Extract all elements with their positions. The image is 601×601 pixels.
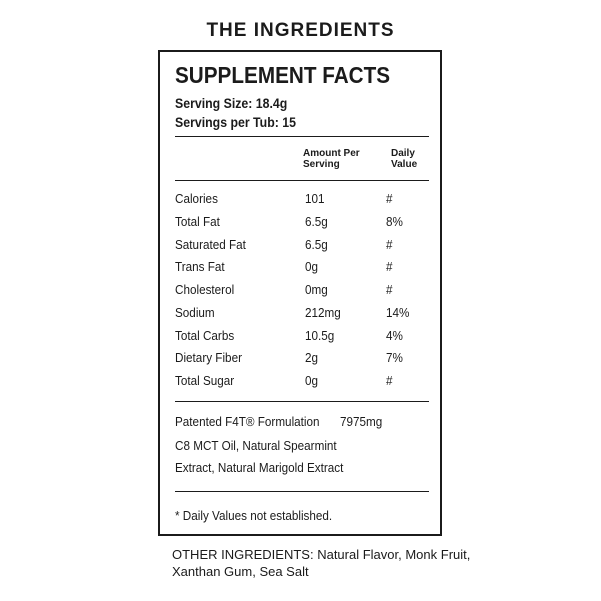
footnote: * Daily Values not established. [175, 508, 333, 523]
nutrient-amount: 101 [305, 191, 325, 206]
daily-value-header: Daily Value [391, 148, 418, 170]
facts-title: SUPPLEMENT FACTS [175, 62, 391, 88]
nutrient-daily-value: 8% [386, 213, 403, 229]
nutrient-name: Dietary Fiber [175, 350, 242, 366]
nutrient-row [175, 259, 429, 279]
supplement-facts-panel [158, 50, 442, 536]
nutrient-name: Trans Fat [175, 259, 225, 275]
nutrient-name: Total Fat [175, 213, 220, 229]
other-ingredients [172, 546, 472, 580]
nutrient-amount: 0g [305, 373, 319, 388]
page-title: THE INGREDIENTS [206, 20, 395, 41]
formula-ingredients-line: C8 MCT Oil, Natural Spearmint [175, 438, 337, 453]
formula-amount: 7975mg [340, 414, 383, 429]
formula-name: Patented F4T® Formulation [175, 414, 320, 429]
nutrient-name: Saturated Fat [175, 236, 246, 252]
other-ingredients-text: Xanthan Gum, Sea Salt [172, 564, 309, 579]
nutrient-row [175, 214, 429, 234]
nutrient-name: Total Carbs [175, 327, 235, 343]
servings-per-tub: Servings per Tub: 15 [175, 114, 296, 130]
nutrient-daily-value: # [386, 236, 393, 252]
nutrient-amount: 6.5g [305, 213, 328, 229]
serving-size: Serving Size: 18.4g [175, 95, 288, 111]
divider [175, 491, 429, 492]
nutrient-amount: 6.5g [305, 236, 328, 252]
nutrient-row [175, 373, 429, 393]
nutrient-row [175, 305, 429, 325]
nutrient-daily-value: # [386, 191, 393, 206]
nutrient-row [175, 282, 429, 302]
nutrient-name: Total Sugar [175, 373, 235, 388]
amount-per-serving-header: Amount Per Serving [303, 148, 360, 170]
nutrient-daily-value: 14% [386, 304, 410, 320]
nutrient-amount: 0g [305, 259, 319, 275]
nutrient-row [175, 237, 429, 257]
divider [175, 180, 429, 181]
nutrient-row [175, 191, 429, 211]
formula-ingredients-line: Extract, Natural Marigold Extract [175, 460, 344, 475]
nutrient-daily-value: # [386, 282, 393, 297]
nutrient-row [175, 328, 429, 348]
nutrient-amount: 10.5g [305, 327, 335, 343]
divider [175, 136, 429, 137]
nutrient-name: Calories [175, 191, 218, 206]
nutrient-daily-value: 4% [386, 327, 403, 343]
nutrient-daily-value: # [386, 259, 393, 275]
nutrient-row [175, 350, 429, 370]
nutrient-daily-value: # [386, 373, 393, 388]
other-ingredients-label: OTHER INGREDIENTS: [172, 547, 314, 562]
nutrient-daily-value: 7% [386, 350, 403, 366]
other-ingredients-text: Natural Flavor, Monk Fruit, [317, 547, 471, 562]
nutrient-amount: 2g [305, 350, 319, 366]
nutrient-amount: 0mg [305, 282, 328, 297]
nutrient-amount: 212mg [305, 304, 341, 320]
divider [175, 401, 429, 402]
nutrient-name: Sodium [175, 304, 215, 320]
nutrient-name: Cholesterol [175, 282, 235, 297]
